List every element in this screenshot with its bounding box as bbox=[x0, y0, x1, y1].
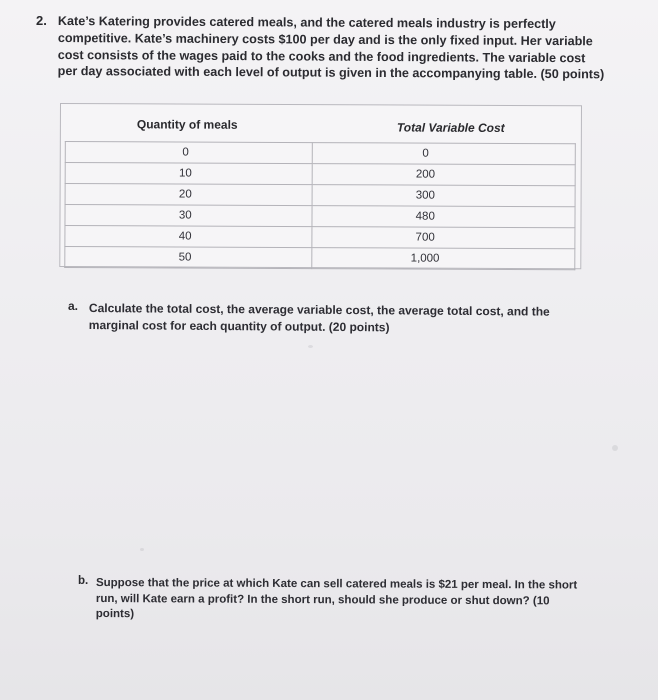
cost-table-grid bbox=[64, 141, 576, 270]
cost-cell: 300 bbox=[312, 185, 576, 207]
quantity-cell: 40 bbox=[65, 226, 312, 248]
quantity-cell: 30 bbox=[65, 205, 312, 227]
quantity-cell: 50 bbox=[65, 247, 312, 269]
cost-cell: 200 bbox=[312, 164, 576, 186]
cost-cell: 700 bbox=[311, 227, 575, 249]
table-row bbox=[65, 226, 575, 249]
table-row bbox=[65, 184, 575, 207]
table-row bbox=[65, 163, 575, 186]
header-quantity: Quantity of meals bbox=[136, 117, 238, 132]
cost-cell: 480 bbox=[311, 206, 575, 228]
table-row bbox=[65, 205, 575, 228]
cost-cell: 1,000 bbox=[311, 248, 575, 270]
paper-smudge bbox=[612, 445, 618, 451]
paper-smudge bbox=[308, 345, 313, 348]
cost-cell: 0 bbox=[312, 143, 576, 165]
quantity-cell: 20 bbox=[65, 184, 312, 206]
quantity-cell: 0 bbox=[65, 142, 312, 164]
paper-smudge bbox=[140, 548, 144, 551]
table-row bbox=[65, 247, 575, 270]
question-text: Kate’s Katering provides catered meals, and the catered meals industry is perfectly competitive. Kate’s machinery costs $100 per day and is the only fixed input. Her variable cost consists of the wages paid to the cooks and the food ingredients. The variable cost per day associated with each level of output is given in the accompanying table. (50 points) bbox=[57, 13, 605, 82]
quantity-cell: 10 bbox=[65, 163, 312, 185]
table-row bbox=[65, 142, 575, 165]
part-a-text: Calculate the total cost, the average variable cost, the average total cost, and the marginal cost for each quantity of output. (20 points) bbox=[88, 300, 550, 334]
question-number: 2. bbox=[36, 13, 47, 28]
part-a-label: a. bbox=[68, 299, 79, 313]
header-total-variable-cost: Total Variable Cost bbox=[396, 120, 505, 135]
part-b-text: Suppose that the price at which Kate can sell catered meals is $21 per meal. In the short run, will Kate earn a profit? In the short run, should she produce or shut down? (10 points) bbox=[95, 577, 578, 621]
part-b-label: b. bbox=[78, 575, 89, 587]
cost-table bbox=[59, 103, 582, 269]
